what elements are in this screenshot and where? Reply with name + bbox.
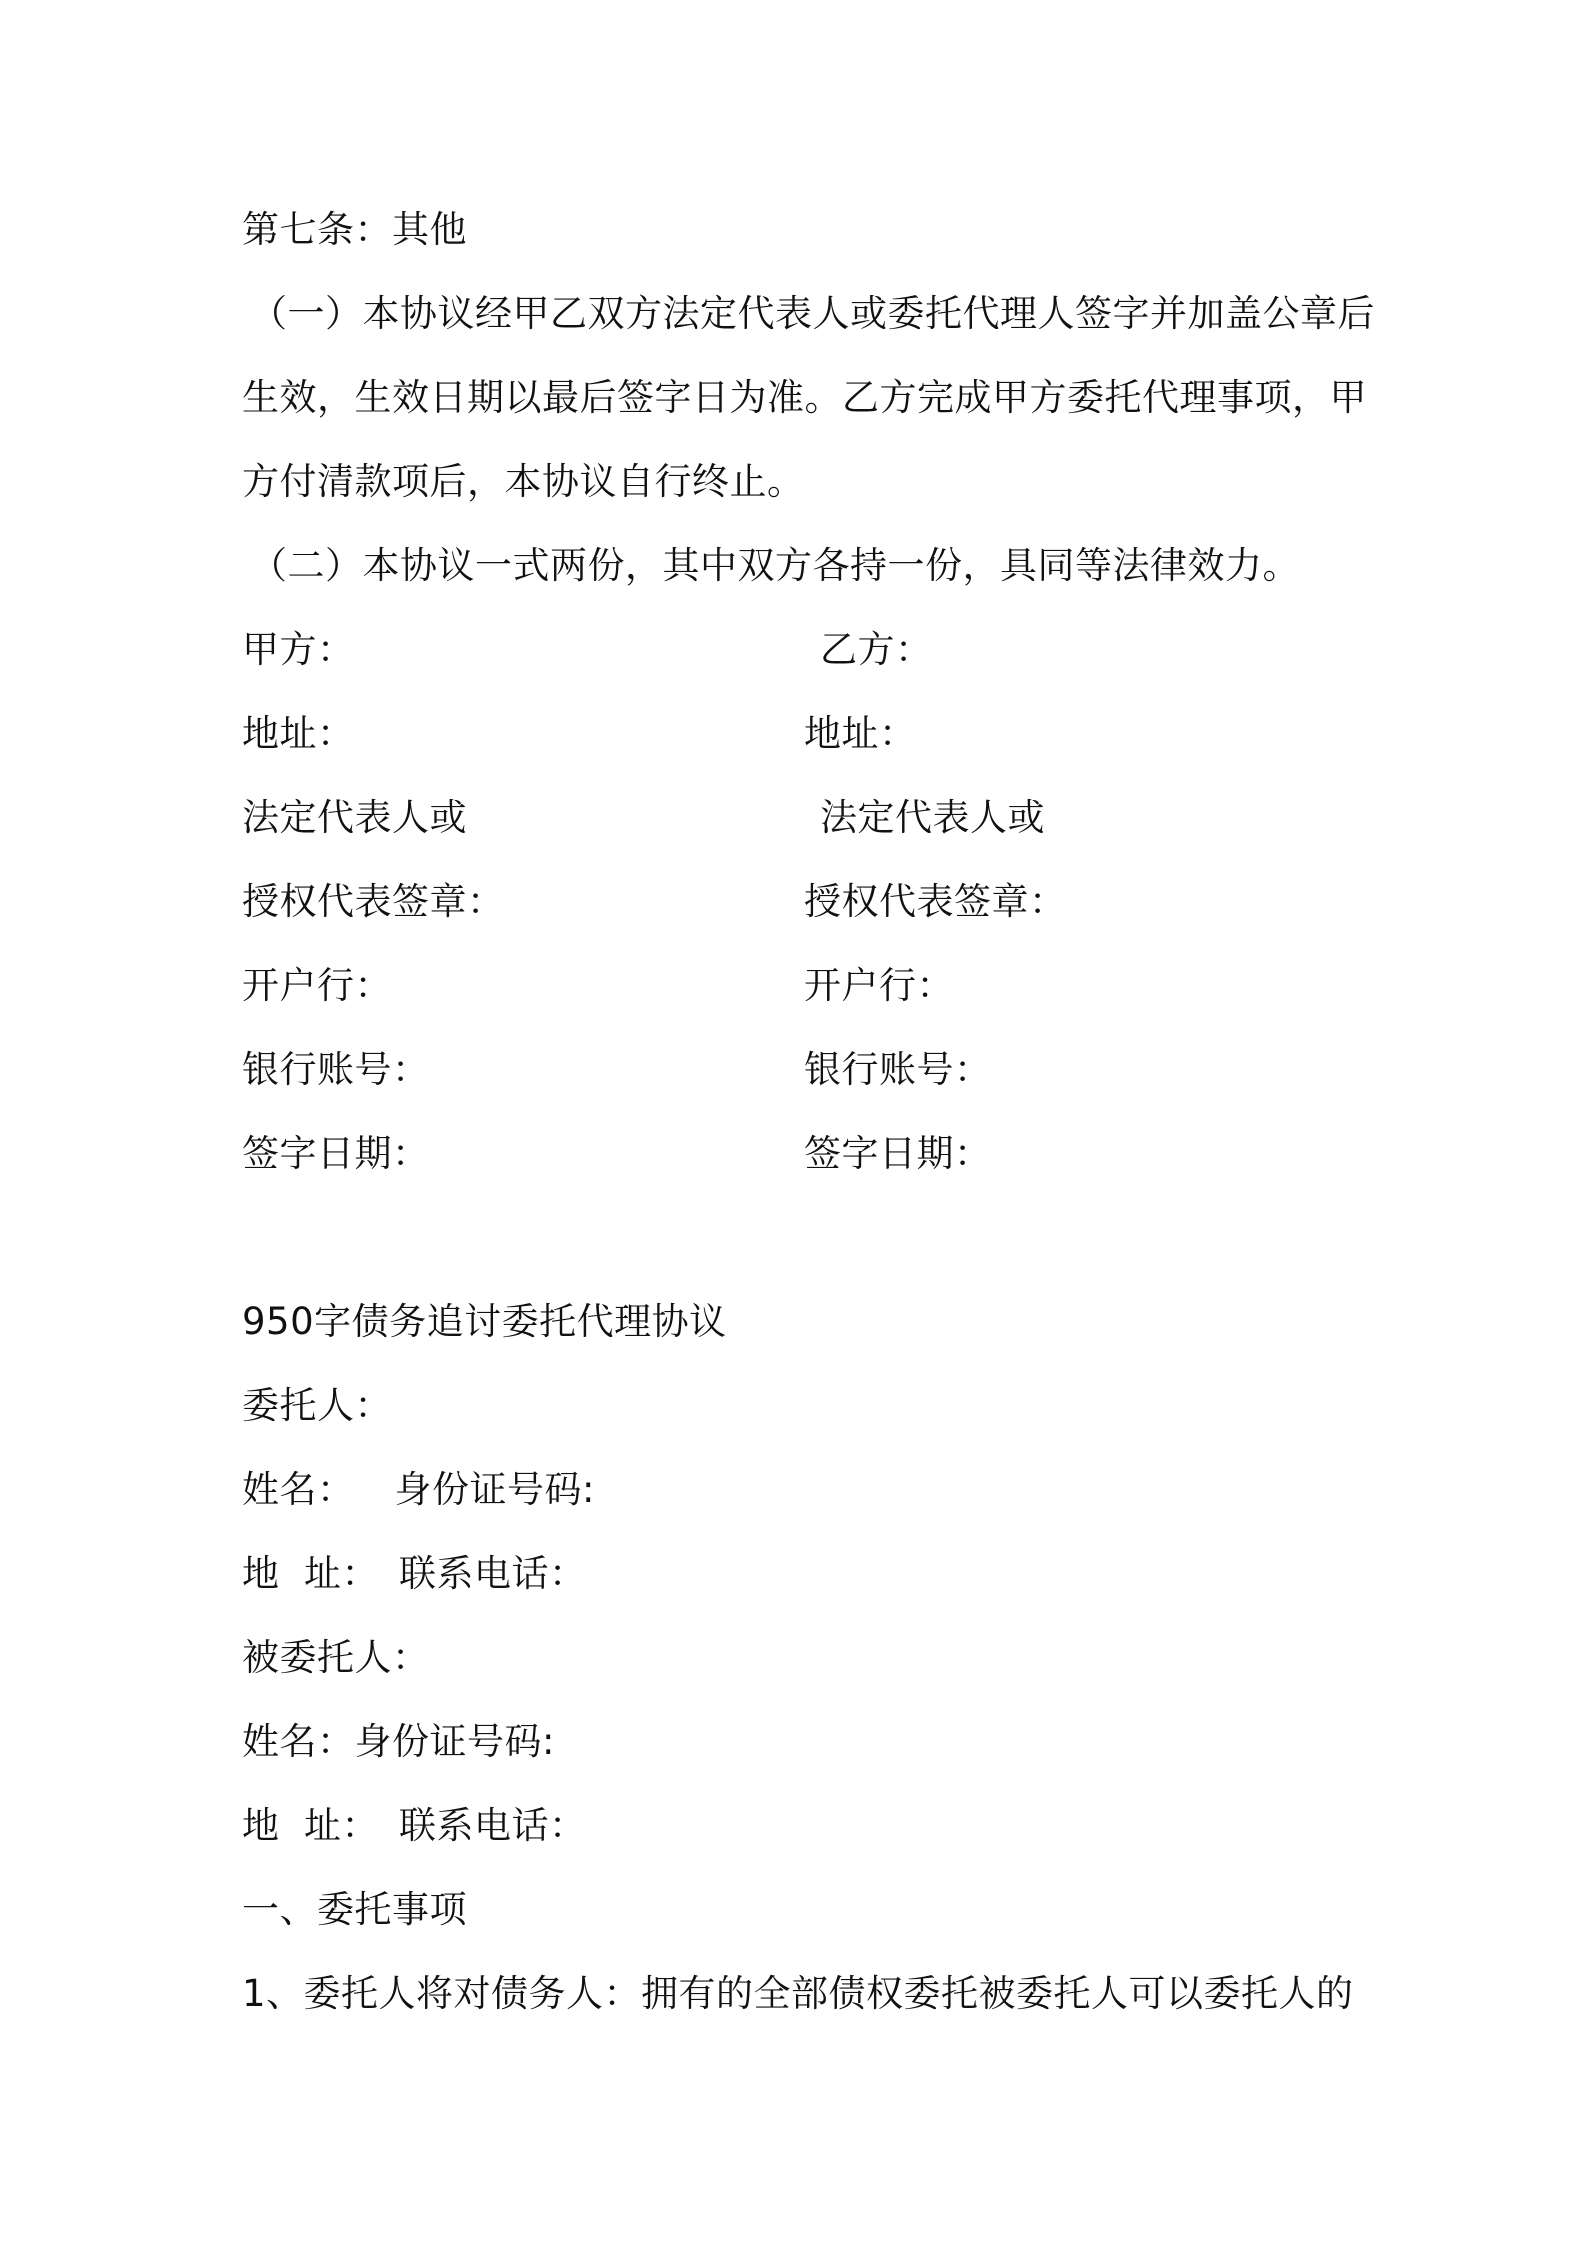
article7-clause1-line3: 方付清款项后，本协议自行终止。 — [242, 460, 805, 503]
section1-heading: 一、委托事项 — [242, 1888, 467, 1931]
agent-address-label: 地 址： — [242, 1804, 380, 1847]
party-b-date: 签字日期： — [804, 1132, 992, 1175]
principal-label: 委托人： — [242, 1384, 392, 1427]
party-b-label: 乙方： — [820, 628, 933, 671]
party-a-date: 签字日期： — [242, 1132, 430, 1175]
party-a-legal-rep: 法定代表人或 — [242, 796, 467, 839]
party-b-account: 银行账号： — [804, 1048, 992, 1091]
principal-address-phone-row — [242, 1549, 587, 1599]
party-a-address: 地址： — [242, 712, 355, 755]
principal-name-label: 姓名： — [242, 1468, 355, 1511]
party-a-label: 甲方： — [242, 628, 355, 671]
principal-name-id-row — [242, 1465, 595, 1515]
agent-label: 被委托人： — [242, 1636, 430, 1679]
agreement2-title: 950字债务追讨委托代理协议 — [242, 1300, 727, 1343]
party-b-auth-seal: 授权代表签章： — [804, 880, 1067, 923]
article7-clause1-line1: （一）本协议经甲乙双方法定代表人或委托代理人签字并加盖公章后 — [250, 292, 1375, 335]
section1-item1-line1: 1、委托人将对债务人：拥有的全部债权委托被委托人可以委托人的 — [242, 1972, 1354, 2015]
party-b-bank: 开户行： — [804, 964, 954, 1007]
party-a-auth-seal: 授权代表签章： — [242, 880, 505, 923]
article7-clause2: （二）本协议一式两份，其中双方各持一份，具同等法律效力。 — [250, 544, 1300, 587]
principal-address-label: 地 址： — [242, 1552, 380, 1595]
article7-clause1-line2: 生效，生效日期以最后签字日为准。乙方完成甲方委托代理事项，甲 — [242, 376, 1367, 419]
article7-heading: 第七条：其他 — [242, 208, 467, 251]
principal-phone-label: 联系电话： — [399, 1552, 587, 1595]
principal-id-label: 身份证号码: — [394, 1468, 595, 1511]
party-a-account: 银行账号： — [242, 1048, 430, 1091]
agent-address-phone-row — [242, 1801, 587, 1851]
party-b-legal-rep: 法定代表人或 — [820, 796, 1045, 839]
agent-name-id: 姓名：身份证号码: — [242, 1720, 555, 1763]
agent-phone-label: 联系电话： — [399, 1804, 587, 1847]
party-b-address: 地址： — [804, 712, 917, 755]
party-a-bank: 开户行： — [242, 964, 392, 1007]
